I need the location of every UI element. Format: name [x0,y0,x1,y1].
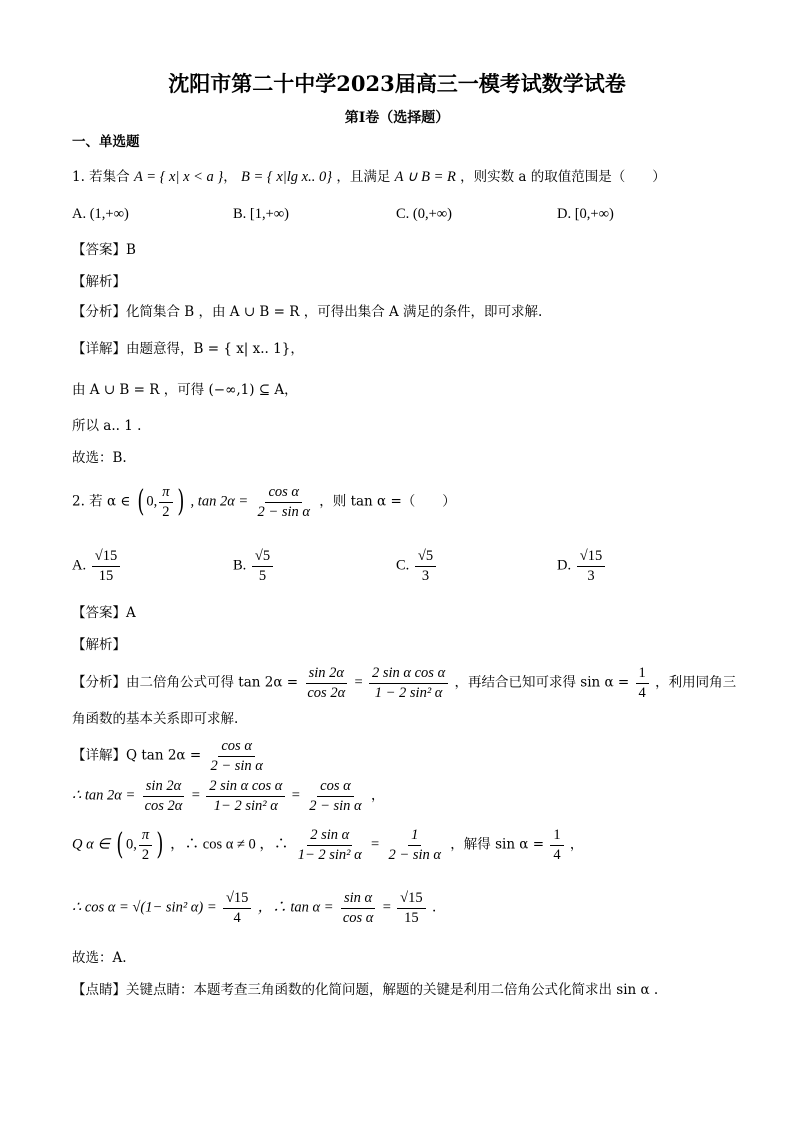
section-heading: 一、单选题 [72,134,140,150]
q1-option-b: B. [1,+∞) [233,206,289,222]
q2-prefix: 2. 若 α ∈ [72,493,131,510]
q1-step-3: 所以 a.. 1 . [72,418,142,434]
q2-tan-expr: , tan 2α = [190,493,249,510]
q2-answer: 【答案】A [72,605,136,621]
q2-option-c: C. $\frac{√5}{3}$ [396,548,438,584]
q2-given-fraction: $\frac{\text{cos α}}{\text{2 − sin α}}$ [257,484,310,520]
q1-conclusion: 故选：B. [72,450,127,466]
q1-analysis: 【分析】化简集合 B ，由 A ∪ B = R ，可得出集合 A 满足的条件，即可求解. [72,304,543,320]
q2-suffix: ，则 tan α =（ ） [319,493,456,510]
q1-option-c: C. (0,+∞) [396,206,452,222]
q1-detail: 【详解】由题意得，B = { x| x.. 1}， [72,341,304,357]
q1-analysis-tag: 【解析】 [72,274,126,290]
q1-mid: ，且满足 [336,169,391,185]
page-subtitle: 第I卷（选择题） [344,110,450,126]
page-title: 沈阳市第二十中学2023届高三一模考试数学试卷 [168,71,626,96]
q2-analysis-line2: 角函数的基本关系即可求解. [72,711,239,727]
q2-step-2: ∴ tan 2α = $\frac{\sin 2\alpha}{\cos 2\alpha}$ = $\frac{\text{2 sin α cos α}}{\text{1− 2 sin² α}}$ = $\frac{\text{cos α}}{\text{2 − sin α}}$ ， [72,778,385,814]
q1-step-2: 由 A ∪ B = R ，可得 (−∞,1) ⊆ A， [72,382,298,398]
q1-stem: 1. 若集合 A = { x| x < a }， B = { x|lg x.. 0} ，且满足 A ∪ B = R ，则实数 a 的取值范围是（ ） [72,169,666,185]
q2-step-3: Q α ∈ ( 0, $\frac{\pi}{2}$ ) ，∴ cos α ≠ 0 ，∴ $\frac{\text{2 sin α}}{\text{1− 2 sin² α}}$ = $\frac{1}{\text{2 − sin α}}$ ，解得 sin α = $\frac{1}{4}$ ， [72,827,584,863]
q1-prefix: 1. 若集合 [72,169,130,185]
q2-step-4: ∴ cos α = √(1− sin² α) = $\frac{√15}{4}$ ，∴ tan α = $\frac{\text{sin α}}{\text{cos α}}$ = $\frac{√15}{15}$ . [72,890,437,926]
q1-set-a: A = { x| x < a } [133,169,224,185]
q2-analysis-tag: 【解析】 [72,637,126,653]
q1-set-b: B = { x|lg x.. 0} [241,169,333,185]
q1-condition: A ∪ B = R [394,169,456,185]
q2-option-b: B. $\frac{√5}{5}$ [233,548,275,584]
q2-option-d: D. $\frac{√15}{3}$ [557,548,607,584]
q1-option-d: D. [0,+∞) [557,206,614,222]
q2-pi-over-2: $\frac{\pi}{2}$ [159,484,172,520]
q2-comment: 【点睛】关键点睛：本题考查三角函数的化简问题，解题的关键是利用二倍角公式化简求出 sin α . [72,982,659,998]
q1-option-a: A. (1,+∞) [72,206,129,222]
q2-option-a: A. $\frac{√15}{15}$ [72,548,122,584]
q2-detail: 【详解】Q tan 2α = $\frac{\text{cos α}}{\text{2 − sin α}}$ [72,738,263,774]
q2-analysis: 【分析】由二倍角公式可得 tan 2α = $\frac{\sin 2\alpha}{\cos 2\alpha}$ = $\frac{\text{2 sin α cos α}}{\text{1 − 2 sin² α}}$ ，再结合已知可求得 sin α = $\frac{1}{4}$ ，利用同角三 [72,665,737,701]
q2-stem: 2. 若 α ∈ ( 0, $\frac{\pi}{2}$ ) , tan 2α = $\frac{\text{cos α}}{\text{2 − sin α}}$ ，则 tan α =（ ） [72,484,456,520]
q1-suffix: ，则实数 a 的取值范围是（ ） [460,169,666,185]
q2-conclusion: 故选：A. [72,950,127,966]
q1-answer: 【答案】B [72,242,136,258]
